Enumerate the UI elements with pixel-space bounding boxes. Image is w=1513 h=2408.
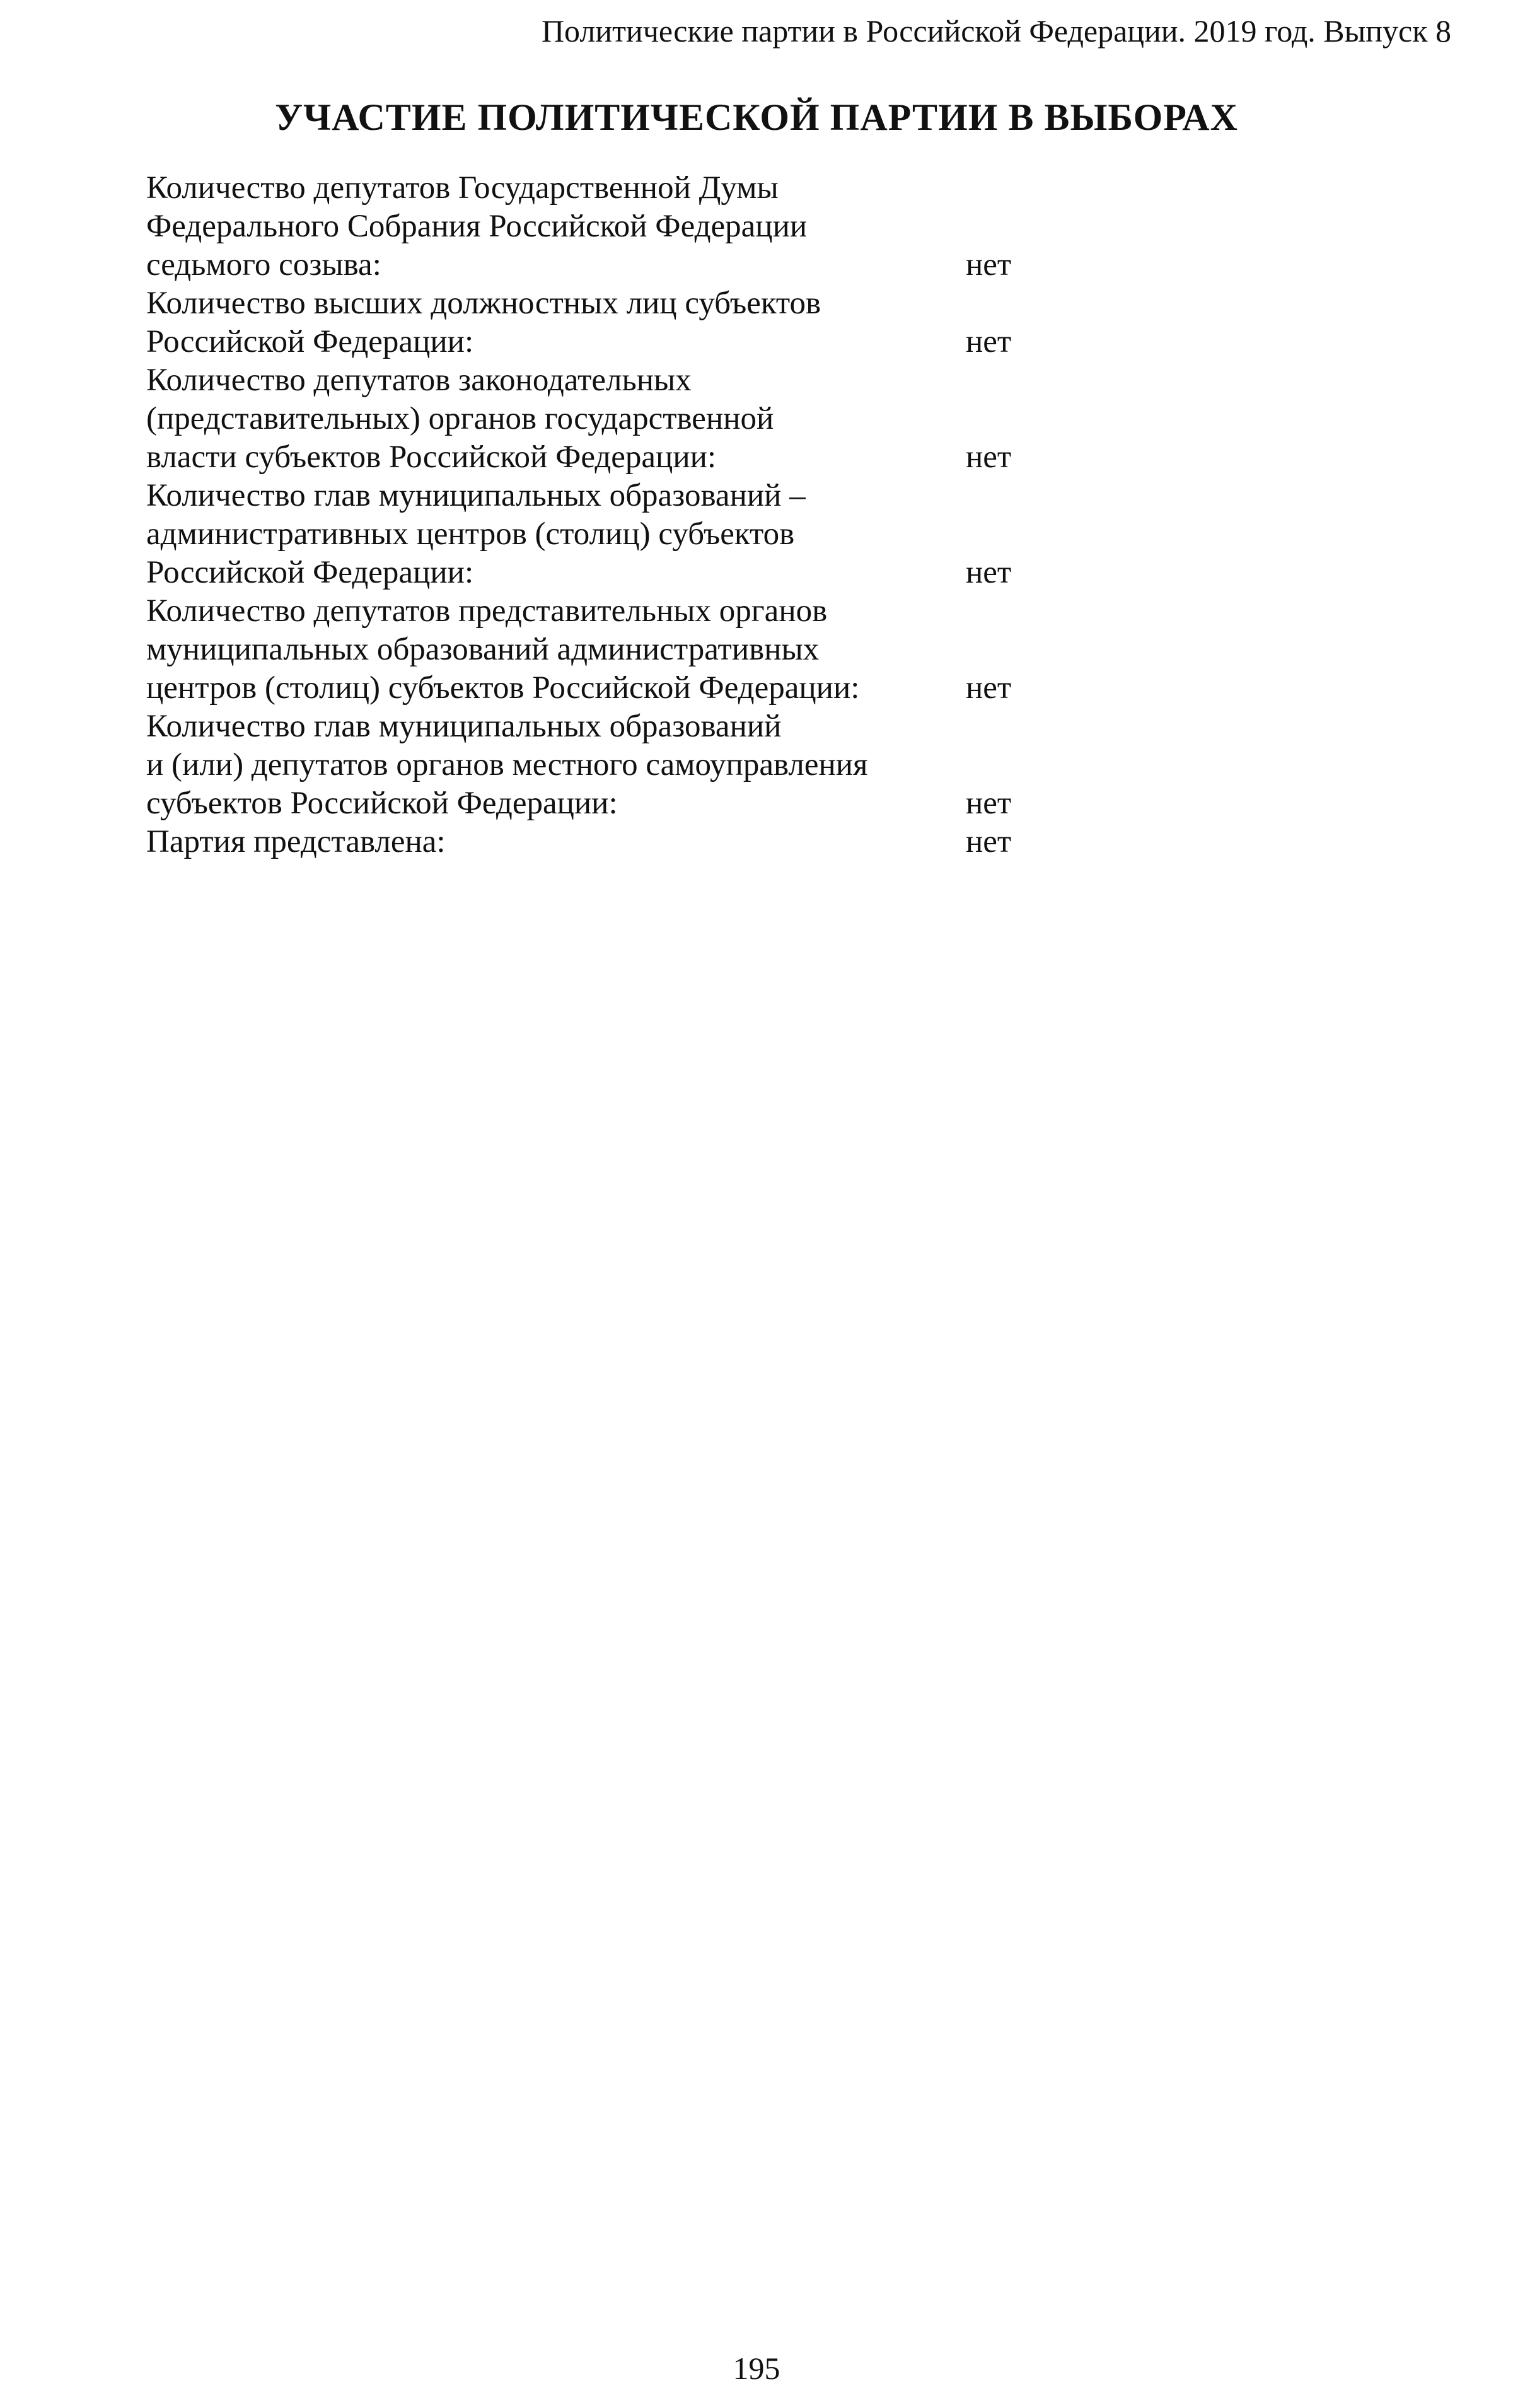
label-line: административных центров (столиц) субъектов: [146, 516, 795, 552]
label-line: Количество депутатов законодательных: [146, 363, 692, 398]
row-label: [146, 707, 966, 823]
row-label: [146, 477, 966, 592]
row-state-duma-deputies: [146, 169, 1041, 284]
label-line: Количество глав муниципальных образований: [146, 709, 782, 744]
label-line: власти субъектов Российской Федерации:: [146, 439, 717, 475]
row-label: [146, 823, 966, 861]
row-label: [146, 361, 966, 477]
row-value: нет: [966, 324, 1012, 359]
label-line: Количество высших должностных лиц субъектов: [146, 286, 821, 321]
row-regional-heads: [146, 284, 1041, 361]
label-line: Количество глав муниципальных образований –: [146, 478, 806, 513]
row-capital-municipal-heads: [146, 477, 1041, 592]
page-number: 195: [733, 2351, 780, 2386]
label-line: и (или) депутатов органов местного самоуправления: [146, 747, 868, 782]
label-line: Российской Федерации:: [146, 324, 474, 359]
label-line: субъектов Российской Федерации:: [146, 786, 618, 821]
row-local-self-government: [146, 707, 1041, 823]
section-title: УЧАСТИЕ ПОЛИТИЧЕСКОЙ ПАРТИИ В ВЫБОРАХ: [275, 96, 1238, 138]
row-label: [146, 169, 966, 284]
row-capital-municipal-deputies: [146, 592, 1041, 707]
row-party-represented: [146, 823, 1041, 861]
label-line: (представительных) органов государственной: [146, 401, 774, 436]
row-label: [146, 592, 966, 707]
label-line: Количество депутатов Государственной Думы: [146, 170, 779, 206]
row-label: [146, 284, 966, 361]
label-line: центров (столиц) субъектов Российской Федерации:: [146, 670, 860, 706]
row-value: нет: [966, 439, 1012, 475]
row-regional-legislature-deputies: [146, 361, 1041, 477]
label-line: Партия представлена:: [146, 824, 446, 859]
row-value: нет: [966, 824, 1012, 859]
row-value: нет: [966, 670, 1012, 706]
row-value: нет: [966, 786, 1012, 821]
label-line: муниципальных образований административных: [146, 632, 820, 667]
election-participation-table: [146, 169, 1041, 861]
label-line: Федерального Собрания Российской Федерации: [146, 209, 808, 244]
label-line: седьмого созыва:: [146, 247, 381, 282]
label-line: Количество депутатов представительных органов: [146, 593, 828, 629]
label-line: Российской Федерации:: [146, 555, 474, 590]
row-value: нет: [966, 247, 1012, 282]
row-value: нет: [966, 555, 1012, 590]
running-header: Политические партии в Российской Федерации. 2019 год. Выпуск 8: [541, 13, 1451, 49]
